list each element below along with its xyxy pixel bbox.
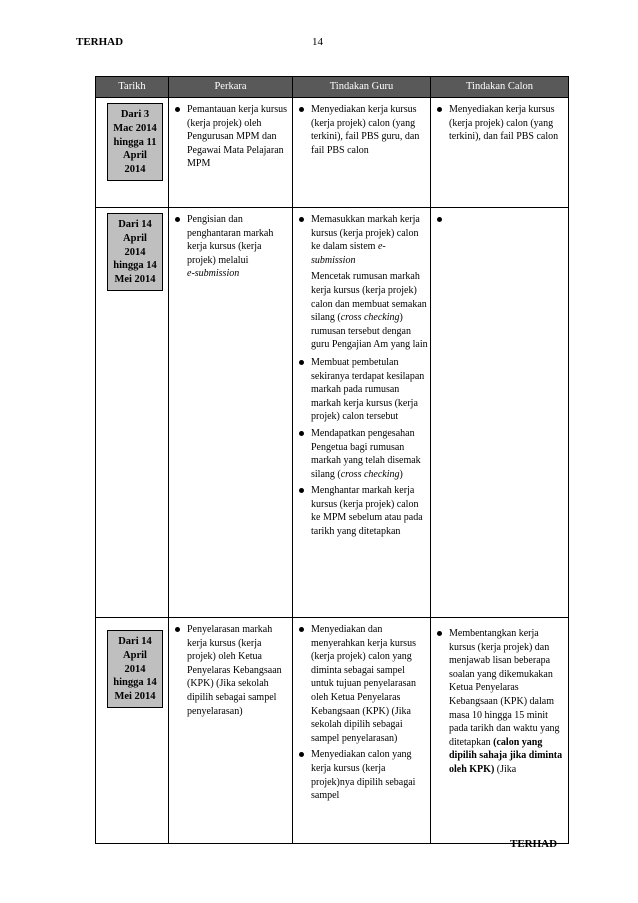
bullet-icon (299, 431, 304, 436)
sub-text: Mencetak rumusan markah kerja kursus (kerja projek) calon dan membuat semakan silang ( (311, 271, 427, 324)
item-text: Pemantauan kerja kursus (kerja projek) oleh Pengurusan MPM dan Pegawai Mata Pelajaran MPM (187, 104, 287, 170)
list-item (431, 103, 566, 144)
item-text: Menyediakan calon yang kerja kursus (kerja projek)nya dipilih sebagai sampel (311, 749, 416, 802)
table-row (96, 98, 569, 208)
header-restricted-label: TERHAD (76, 36, 124, 48)
item-text: Menyediakan kerja kursus (kerja projek) calon (yang terkini), dan fail PBS calon (449, 104, 559, 143)
item-text-italic: cross checking (340, 468, 400, 480)
item-text: (Jika (494, 763, 517, 775)
item-text-italic: e-submission (187, 268, 240, 280)
list-item (431, 627, 566, 777)
bullet-icon (175, 217, 180, 222)
date-box (107, 213, 163, 291)
bullet-icon (437, 217, 442, 222)
perkara-cell (169, 98, 293, 208)
guru-cell (293, 208, 431, 618)
date-line: Dari 14 (118, 219, 152, 230)
perkara-cell (169, 208, 293, 618)
date-line: 2014 (124, 663, 146, 675)
bullet-icon (299, 360, 304, 365)
column-header-tarikh: Tarikh (96, 77, 169, 98)
sub-text: ) rumusan tersebut dengan guru Pengajian Am yang lain (311, 312, 428, 351)
perkara-cell (169, 618, 293, 844)
date-line: 2014 (124, 164, 146, 176)
bullet-icon (175, 627, 180, 632)
date-line: Mei 2014 (114, 691, 156, 703)
list-item (293, 623, 428, 745)
date-line: Dari 3 (120, 109, 150, 120)
bullet-icon (175, 107, 180, 112)
date-line: Mac 2014 (113, 122, 157, 134)
column-header-tindakan-calon: Tindakan Calon (431, 77, 569, 98)
list-item (293, 748, 428, 802)
footer-restricted-label: TERHAD (510, 838, 558, 850)
list-item (293, 484, 428, 538)
item-text: Penyelarasan markah kerja kursus (kerja projek) oleh Ketua Penyelaras Kebangsaan (KPK) (Jika sekolah dipilih sebagai sampel penyelarasan) (187, 624, 282, 717)
list-item (169, 623, 290, 718)
list-item (293, 427, 428, 481)
column-header-tindakan-guru: Tindakan Guru (293, 77, 431, 98)
item-text: Mendapatkan pengesahan Pengetua bagi rumusan markah yang telah disemak silang ( (311, 427, 421, 480)
date-line: 2014 (124, 246, 146, 258)
date-cell (96, 208, 169, 618)
item-text: Membentangkan kerja kursus (kerja projek) dan menjawab lisan beberapa soalan yang dikemukakan Ketua Penyelaras Kebangsaan (KPK) dalam masa 10 hingga 15 minit pada tarikh dan waktu yang ditetapkan (449, 628, 560, 748)
date-line: Mei 2014 (114, 274, 156, 286)
item-text-italic: e-submission (311, 241, 386, 266)
page-number: 14 (312, 36, 323, 48)
item-text: Memasukkan markah kerja kursus (kerja projek) calon ke dalam sistem (311, 214, 420, 253)
list-item (293, 213, 428, 267)
date-line: April (123, 232, 147, 244)
sub-text-italic: cross checking (340, 312, 400, 324)
date-line: April (123, 649, 147, 661)
item-text: Menyediakan dan menyerahkan kerja kursus (kerja projek) calon yang diminta sebagai sampel untuk tujuan penyelarasan oleh Ketua Penyelaras Kebangsaan (KPK) (Jika sekolah dipilih sebagai sampel penyelarasan) (311, 624, 416, 744)
list-item (293, 356, 428, 424)
list-item (169, 213, 290, 281)
date-line: hingga 14 (113, 677, 157, 689)
date-box (107, 103, 163, 181)
list-item (169, 103, 290, 171)
date-line: hingga 11 (113, 136, 157, 148)
bullet-icon (437, 107, 442, 112)
table-row (96, 618, 569, 844)
bullet-icon (299, 752, 304, 757)
date-line: Dari 14 (118, 636, 152, 647)
calon-cell (431, 618, 569, 844)
calon-cell (431, 98, 569, 208)
sub-paragraph (293, 270, 428, 352)
item-text: ) (399, 468, 403, 480)
table-row (96, 208, 569, 618)
date-box (107, 630, 163, 708)
schedule-table (95, 76, 569, 844)
guru-cell (293, 618, 431, 844)
item-text: Menghantar markah kerja kursus (kerja projek) calon ke MPM sebelum atau pada tarikh yang ditetapkan (311, 485, 423, 538)
table-header-row (96, 77, 569, 98)
item-text-bold: (calon yang dipilih sahaja jika diminta oleh KPK) (449, 736, 563, 775)
date-line: April (123, 150, 147, 162)
list-item (293, 103, 428, 157)
column-header-perkara: Perkara (169, 77, 293, 98)
bullet-icon (299, 107, 304, 112)
item-text: Pengisian dan penghantaran markah kerja kursus (kerja projek) melalui (187, 214, 274, 266)
item-text: Membuat pembetulan sekiranya terdapat kesilapan markah pada rumusan markah kerja kursus (kerja projek) calon tersebut (311, 356, 425, 423)
date-cell (96, 98, 169, 208)
guru-cell (293, 98, 431, 208)
bullet-icon (299, 627, 304, 632)
bullet-icon (299, 488, 304, 493)
bullet-icon (437, 631, 442, 636)
item-text: Menyediakan kerja kursus (kerja projek) calon (yang terkini), fail PBS guru, dan fail PBS calon (311, 104, 420, 156)
calon-cell (431, 208, 569, 618)
date-line: hingga 14 (113, 260, 157, 272)
date-cell (96, 618, 169, 844)
bullet-icon (299, 217, 304, 222)
